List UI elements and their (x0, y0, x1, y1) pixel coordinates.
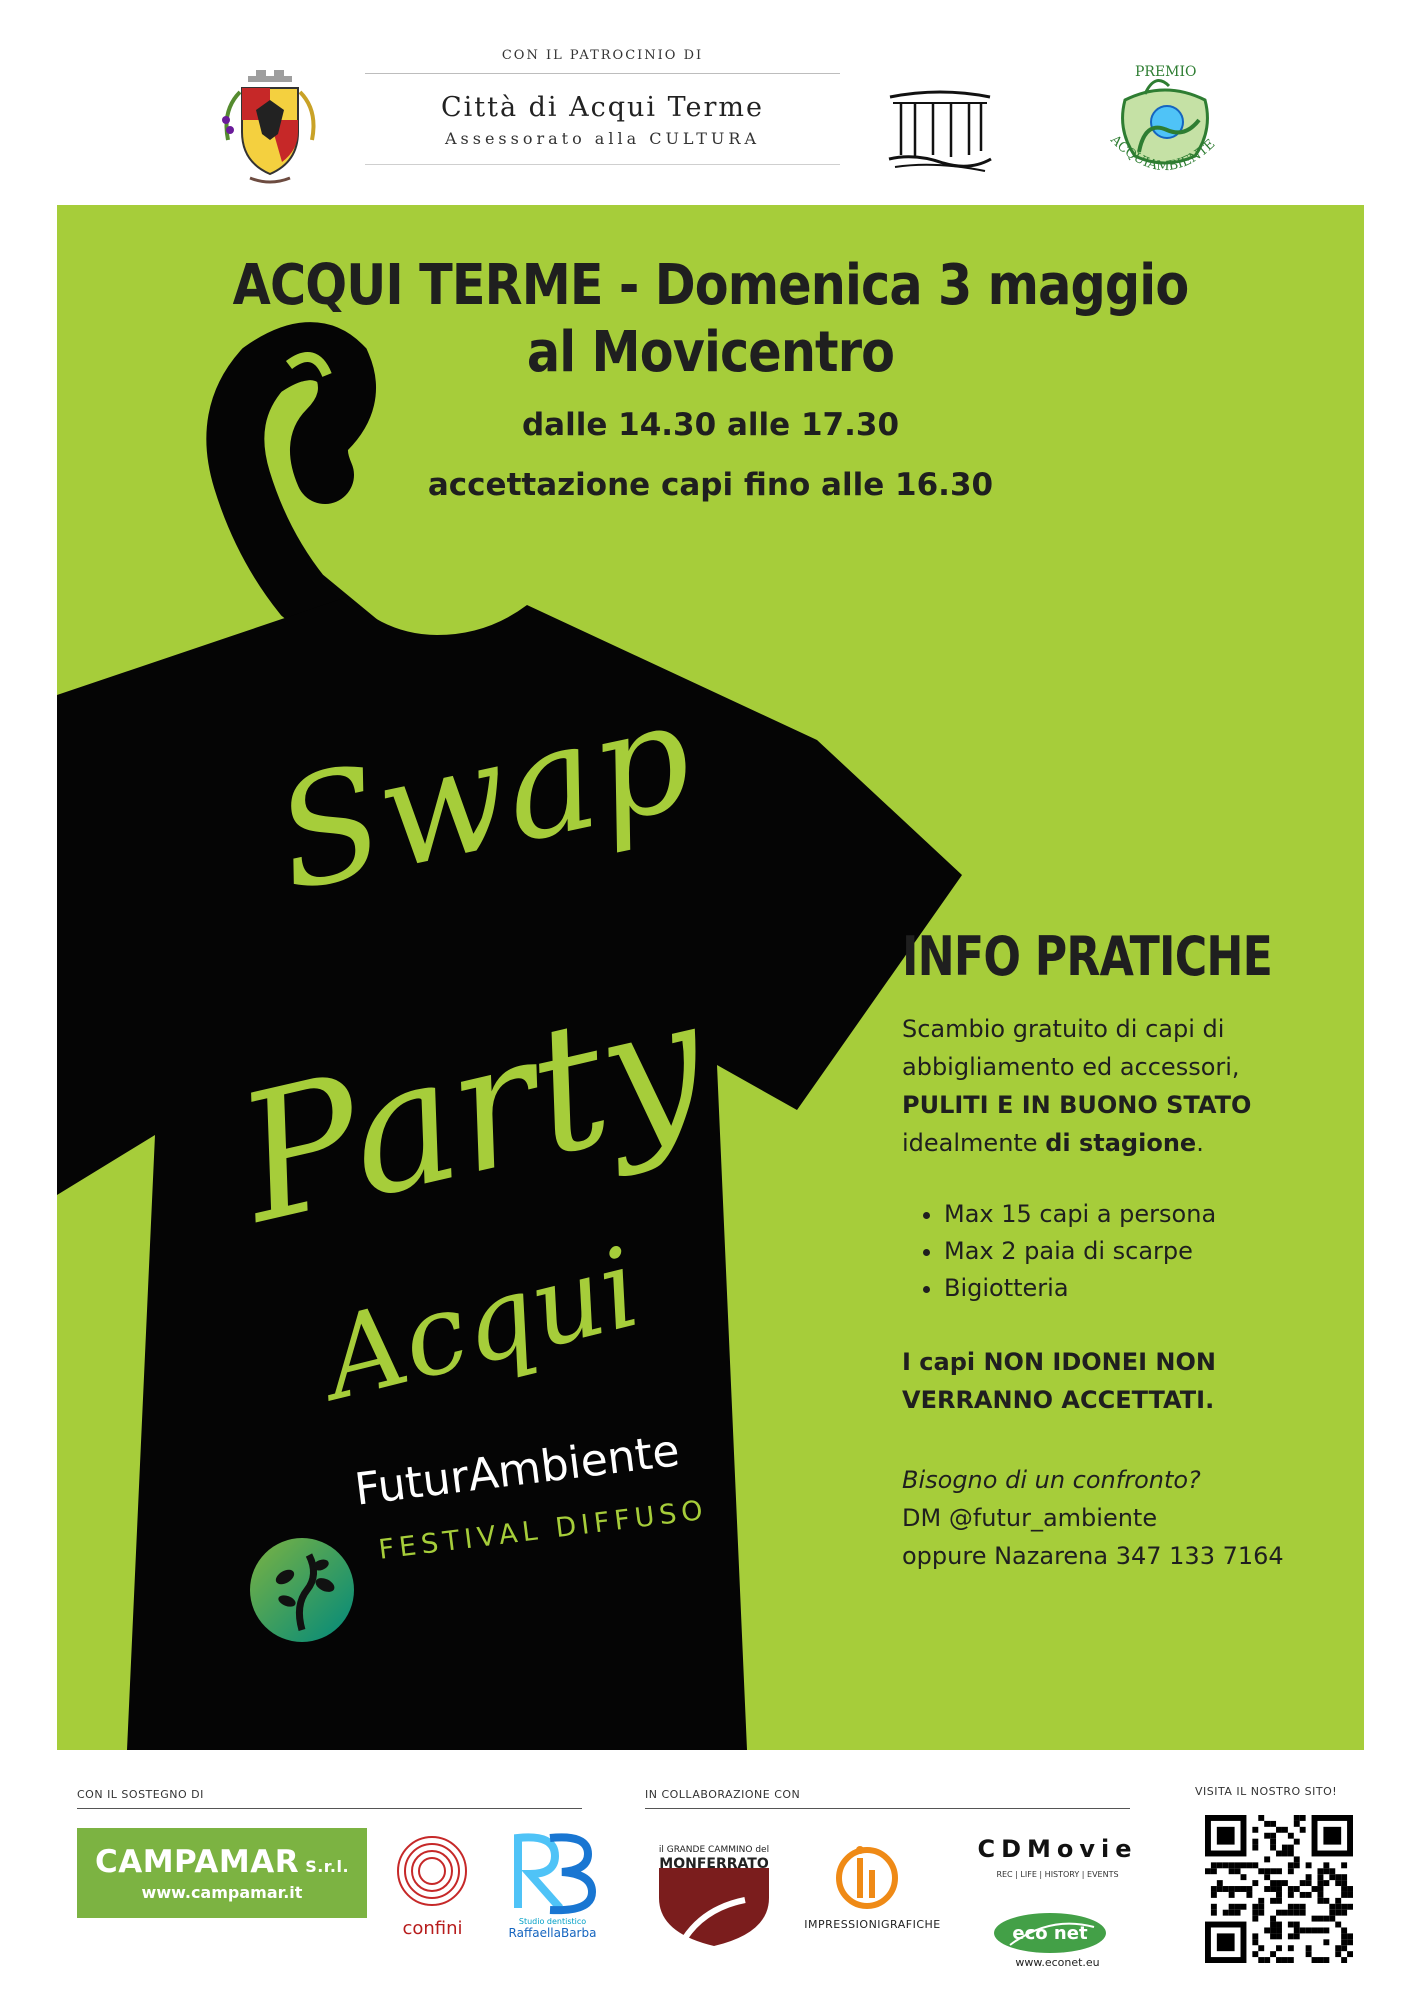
rb-monogram-icon (500, 1828, 600, 1918)
event-poster (57, 205, 1364, 1750)
rb-name: RaffaellaBarba (508, 1926, 597, 1940)
confini-label: confini (402, 1918, 463, 1939)
info-panel (902, 925, 1332, 1575)
cdmovie-logo: CDMovie (977, 1835, 1138, 1863)
city-crest-logo (220, 70, 320, 188)
contact-dm: DM @futur_ambiente (902, 1504, 1158, 1532)
script-word-swap: Swap (262, 668, 706, 926)
desc-text: idealmente (902, 1129, 1046, 1157)
campamar-logo (77, 1828, 367, 1918)
divider (365, 73, 840, 74)
patronage-lead: CON IL PATROCINIO DI (501, 48, 704, 63)
collaboration-label: IN COLLABORAZIONE CON (645, 1788, 801, 1801)
rejection-warning: I capi NON IDONEI NON VERRANNO ACCETTATI. (902, 1348, 1216, 1414)
website-qr-code[interactable] (1205, 1815, 1353, 1963)
confini-circles-icon (385, 1832, 480, 1910)
impressioni-grafiche-icon (835, 1838, 900, 1916)
event-title-line1: ACQUI TERME - Domenica 3 maggio (232, 253, 1189, 318)
list-item: • Max 2 paia di scarpe (944, 1233, 1332, 1270)
department-name: Assessorato alla CULTURA (444, 129, 761, 148)
contact-question: Bisogno di un confronto? (902, 1466, 1201, 1494)
grande-cammino-line2: MONFERRATO (659, 1856, 769, 1872)
desc-text: Scambio gratuito di capi di abbigliamento ed accessori, (902, 1015, 1240, 1081)
desc-emphasis: PULITI E IN BUONO STATO (902, 1091, 1252, 1119)
econet-url: www.econet.eu (1015, 1956, 1100, 1969)
event-hours: dalle 14.30 alle 17.30 (521, 407, 900, 443)
premio-arc-text (1100, 130, 1230, 190)
grande-cammino-line1: il GRANDE CAMMINO del (658, 1845, 770, 1855)
econet-logo (990, 1905, 1110, 1955)
festival-name: FuturAmbiente (352, 1425, 683, 1516)
desc-text: . (1196, 1129, 1204, 1157)
rb-subtitle: Studio dentistico (518, 1917, 587, 1926)
campamar-wordmark: CAMPAMAR (94, 1844, 300, 1880)
patronage-block (365, 48, 840, 165)
campamar-name (77, 1844, 367, 1880)
city-name: Città di Acqui Terme (440, 92, 765, 123)
divider (365, 164, 840, 165)
support-label: CON IL SOSTEGNO DI (77, 1788, 204, 1801)
script-word-party: Party (222, 959, 723, 1263)
futurambiente-tree-icon (247, 1535, 357, 1645)
divider (77, 1808, 582, 1809)
contact-phone: oppure Nazarena 347 133 7164 (902, 1542, 1284, 1570)
impressioni-grafiche-label: IMPRESSIONIGRAFICHE (804, 1918, 941, 1931)
list-item: • Max 15 capi a persona (944, 1196, 1332, 1233)
script-word-acqui: Acqui (312, 1223, 652, 1425)
premio-label: PREMIO (1135, 64, 1197, 80)
festival-tagline: FESTIVAL DIFFUSO (377, 1494, 710, 1566)
svg-text:ACQUIAMBIENTE: ACQUIAMBIENTE (1107, 132, 1219, 175)
visit-site-label: VISITA IL NOSTRO SITO! (1195, 1785, 1338, 1798)
event-title-line2: al Movicentro (526, 320, 895, 385)
sponsor-header (0, 0, 1414, 205)
list-item: • Bigiotteria (944, 1270, 1332, 1307)
building-sketch-logo (885, 85, 995, 175)
desc-emphasis: di stagione (1045, 1129, 1197, 1157)
campamar-url: www.campamar.it (141, 1883, 303, 1902)
campamar-suffix: S.r.l. (299, 1857, 350, 1876)
rules-list (902, 1196, 1332, 1307)
econet-wordmark: eco net (1012, 1923, 1088, 1944)
cdmovie-tagline: REC | LIFE | HISTORY | EVENTS (996, 1870, 1119, 1879)
divider (645, 1808, 1130, 1809)
info-title: INFO PRATICHE (902, 925, 1273, 988)
info-description (902, 1010, 1332, 1162)
contact-block (902, 1461, 1332, 1575)
event-acceptance-time: accettazione capi fino alle 16.30 (427, 467, 994, 503)
